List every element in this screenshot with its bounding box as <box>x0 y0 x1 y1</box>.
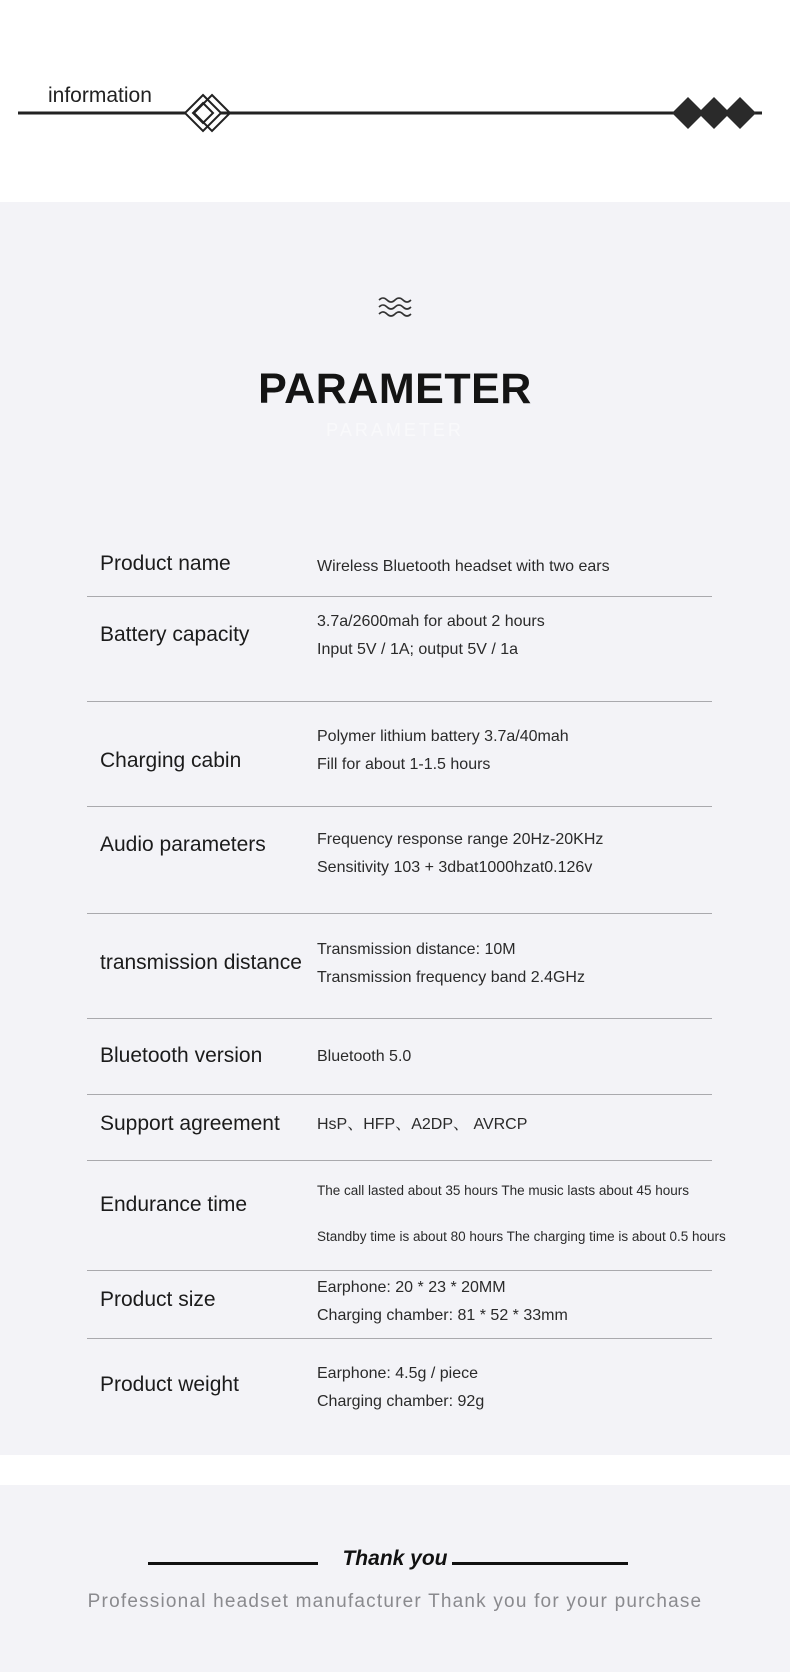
spec-row-product-size <box>87 1270 712 1339</box>
spec-value-line: Earphone: 4.5g / piece <box>317 1365 479 1382</box>
thank-you-footer <box>0 1485 790 1672</box>
spec-label: Support agreement <box>100 1112 280 1135</box>
spec-value-line: Polymer lithium battery 3.7a/40mah <box>317 728 569 745</box>
spec-label: Bluetooth version <box>100 1044 263 1067</box>
spec-label: Battery capacity <box>100 623 250 646</box>
spec-value <box>317 553 610 581</box>
spec-value-line: Transmission frequency band 2.4GHz <box>317 969 585 986</box>
spec-value-line: The call lasted about 35 hours The music lasts about 45 hours <box>317 1183 689 1198</box>
spec-label: Product weight <box>100 1373 239 1396</box>
footer-tagline: Professional headset manufacturer Thank you for your purchase <box>87 1591 703 1612</box>
spec-value <box>317 608 545 664</box>
spec-value <box>317 936 585 992</box>
spec-value-line: Input 5V / 1A; output 5V / 1a <box>317 641 519 658</box>
spec-value <box>317 1168 726 1260</box>
spec-label: Audio parameters <box>100 833 266 856</box>
spec-value <box>317 1360 484 1416</box>
spec-value-line: Frequency response range 20Hz-20KHz <box>317 831 604 848</box>
spec-label: Endurance time <box>100 1193 248 1216</box>
spec-value-line: Bluetooth 5.0 <box>317 1048 412 1065</box>
spec-value-line: Standby time is about 80 hours The charging time is about 0.5 hours <box>317 1229 726 1244</box>
spec-value-line: Fill for about 1-1.5 hours <box>317 756 491 773</box>
information-header <box>0 0 790 202</box>
spec-row-support-agreement <box>87 1094 712 1161</box>
spec-label: transmission distance <box>100 951 302 974</box>
spec-row-battery-capacity <box>87 596 712 702</box>
spec-value <box>317 826 603 882</box>
spec-row-bluetooth-version <box>87 1018 712 1095</box>
spec-value <box>317 723 569 779</box>
spec-value <box>317 1043 411 1071</box>
spec-row-audio-parameters <box>87 806 712 914</box>
parameter-section <box>0 202 790 1455</box>
thank-you-heading: Thank you <box>342 1547 448 1570</box>
spec-value-line: Sensitivity 103 + 3dbat1000hzat0.126v <box>317 859 593 876</box>
spec-value <box>317 1111 527 1139</box>
spec-value-line: HsP、HFP、A2DP、 AVRCP <box>317 1116 528 1133</box>
spec-value <box>317 1274 568 1330</box>
wave-icon <box>378 296 412 318</box>
parameter-subtitle-watermark: PARAMETER <box>326 420 464 440</box>
spec-label: Product name <box>100 552 231 575</box>
spec-row-product-name <box>87 540 712 597</box>
spec-row-transmission-distance <box>87 913 712 1019</box>
spec-row-product-weight <box>87 1338 712 1438</box>
spec-value-line: Charging chamber: 92g <box>317 1393 485 1410</box>
spec-label: Charging cabin <box>100 749 242 772</box>
spec-value-line: Transmission distance: 10M <box>317 941 516 958</box>
header-title: information <box>48 84 152 107</box>
spec-row-charging-cabin <box>87 701 712 807</box>
spec-label: Product size <box>100 1288 216 1311</box>
spec-row-endurance-time <box>87 1160 726 1271</box>
spec-value-line: Charging chamber: 81 * 52 * 33mm <box>317 1307 568 1324</box>
parameter-title: PARAMETER <box>258 365 532 413</box>
filled-diamonds-icon <box>672 97 756 129</box>
spec-value-line: 3.7a/2600mah for about 2 hours <box>317 613 545 630</box>
spec-value-line: Wireless Bluetooth headset with two ears <box>317 558 610 575</box>
spec-value-line: Earphone: 20 * 23 * 20MM <box>317 1279 506 1296</box>
